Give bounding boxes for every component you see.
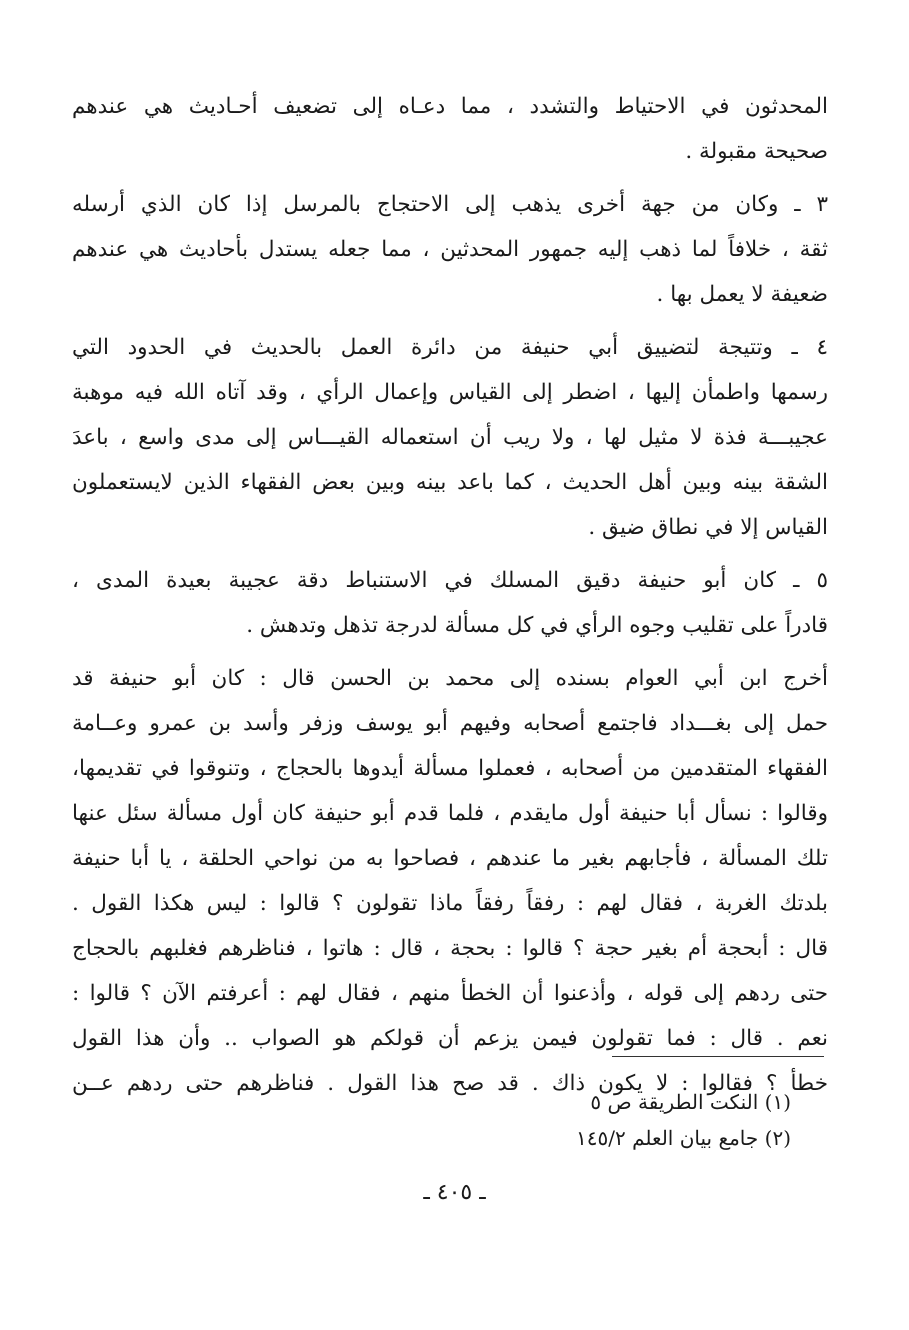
main-text <box>72 84 828 1106</box>
footnote: (١) النكت الطريقة ص ٥ <box>590 1090 791 1114</box>
text-line: حتى ردهم إلى قوله ، وأذعنوا أن الخطأ منهم ، فقال لهم : أعرفتم الآن ؟ قالوا : <box>72 981 828 1006</box>
footnote: (٢) جامع بيان العلم ١٤٥/٢ <box>576 1126 791 1150</box>
paragraph <box>72 84 828 174</box>
text-line: ضعيفة لا يعمل بها . <box>656 282 828 307</box>
text-line: نعم . قال : فما تقولون فيمن يزعم أن قولكم هو الصواب .. وأن هذا القول <box>72 1026 828 1051</box>
text-line: أخرج ابن أبي العوام بسنده إلى محمد بن الحسن قال : كان أبو حنيفة قد <box>72 666 828 691</box>
text-line: خطأ ؟ فقالوا : لا يكون ذاك . قد صح هذا القول . فناظرهم حتى ردهم عــن <box>72 1071 828 1096</box>
text-line: القياس إلا في نطاق ضيق . <box>588 515 828 540</box>
text-line: وقالوا : نسأل أبا حنيفة أول مايقدم ، فلما قدم أبو حنيفة كان أول مسألة سئل عنها <box>72 801 828 826</box>
text-line: ثقة ، خلافاً لما ذهب إليه جمهور المحدثين ، مما جعله يستدل بأحاديث هي عندهم <box>72 237 828 262</box>
text-line: بلدتك الغربة ، فقال لهم : رفقاً رفقاً ماذا تقولون ؟ قالوا : ليس هكذا القول . <box>72 891 828 916</box>
text-line: الفقهاء المتقدمين من أصحابه ، فعملوا مسألة أيدوها بالحجاج ، وتنوقوا في تقديمها، <box>72 756 828 781</box>
text-line: ٥ ـ كان أبو حنيفة دقيق المسلك في الاستنباط دقة عجيبة بعيدة المدى ، <box>72 568 828 593</box>
footnotes <box>576 1084 791 1156</box>
text-line: الشقة بينه وبين أهل الحديث ، كما باعد بينه وبين بعض الفقهاء الذين لايستعملون <box>72 470 828 495</box>
paragraph <box>72 182 828 317</box>
text-line: رسمها واطمأن إليها ، اضطر إلى القياس وإعمال الرأي ، وقد آتاه الله فيه موهبة <box>72 380 828 405</box>
text-line: حمل إلى بغـــداد فاجتمع أصحابه وفيهم أبو يوسف وزفر وأسد بن عمرو وعــامة <box>72 711 828 736</box>
text-line: عجيبـــة فذة لا مثيل لها ، ولا ريب أن استعماله القيـــاس إلى مدى واسع ، باعدَ <box>72 425 828 450</box>
paragraph <box>72 558 828 648</box>
text-line: ٣ ـ وكان من جهة أخرى يذهب إلى الاحتجاج بالمرسل إذا كان الذي أرسله <box>72 192 828 217</box>
text-line: قادراً على تقليب وجوه الرأي في كل مسألة لدرجة تذهل وتدهش . <box>246 613 828 638</box>
paragraph <box>72 325 828 550</box>
page-number: ـ ٤٠٥ ـ <box>423 1180 486 1205</box>
text-line: صحيحة مقبولة . <box>685 139 828 164</box>
text-line: قال : أبحجة أم بغير حجة ؟ قالوا : بحجة ، قال : هاتوا ، فناظرهم فغلبهم بالحجاج <box>72 936 828 961</box>
text-line: تلك المسألة ، فأجابهم بغير ما عندهم ، فصاحوا به من نواحي الحلقة ، يا أبا حنيفة <box>72 846 828 871</box>
text-line: ٤ ـ وتتيجة لتضييق أبي حنيفة من دائرة العمل بالحديث في الحدود التي <box>72 335 828 360</box>
paragraph <box>72 656 828 1106</box>
footnote-divider <box>612 1056 824 1057</box>
text-line: المحدثون في الاحتياط والتشدد ، مما دعـاه إلى تضعيف أحـاديث هي عندهم <box>72 94 828 119</box>
